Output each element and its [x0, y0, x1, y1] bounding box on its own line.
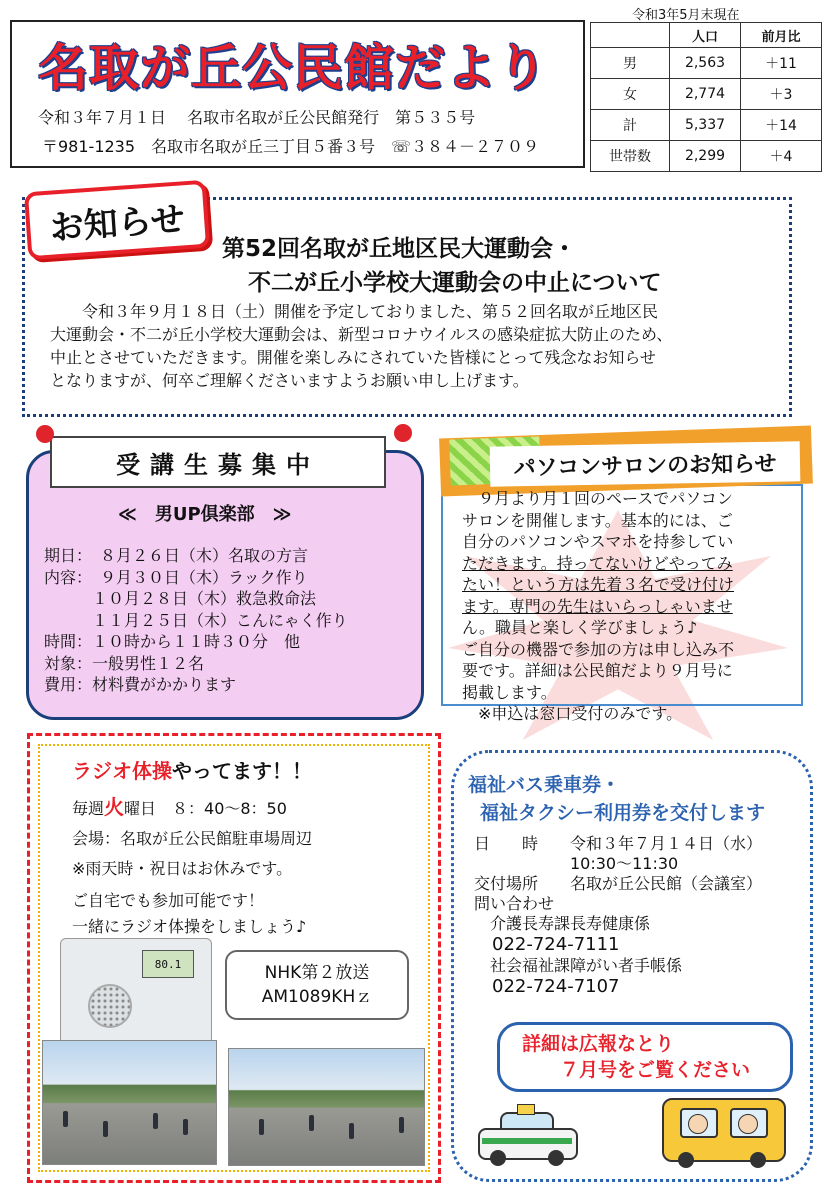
notice-line: となりますが、何卒ご理解くださいますようお願い申し上げます。: [50, 371, 529, 390]
welfare-details: [474, 834, 762, 998]
person-figure: [309, 1115, 314, 1131]
pc-line: ご自分の機器で参加の方は申し込み不: [462, 639, 735, 659]
wheel-icon: [750, 1152, 766, 1168]
row-change: ＋3: [741, 79, 822, 110]
schedule-prefix: 毎週: [72, 799, 105, 818]
course-line: 期日： ８月２６日（木）名取の方言: [44, 546, 309, 565]
radio-title-rest: やってます！！: [172, 759, 312, 783]
table-row: [591, 141, 822, 172]
course-line: 費用：材料費がかかります: [44, 675, 237, 694]
welfare-line: 交付場所 名取が丘公民館（会議室）: [474, 874, 763, 893]
person-figure: [259, 1119, 264, 1135]
notice-heading-line-2: 不二が丘小学校大運動会の中止について: [248, 270, 662, 296]
taxi-sign-icon: [517, 1104, 535, 1115]
notice-line: 令和３年９月１８日（土）開催を予定しておりました、第５２回名取が丘地区民: [82, 302, 659, 321]
radio-schedule: [72, 792, 312, 824]
station-bubble: [225, 950, 409, 1020]
issue-info: 令和３年７月１日 名取市名取が丘公民館発行 第５３５号: [38, 108, 476, 127]
pc-line: ９月より月１回のペースでパソコン: [462, 489, 733, 508]
pc-line: たい！という方は先着３名で受け付け: [462, 575, 735, 594]
pc-line: サロンを開催します。基本的には、ご: [462, 510, 733, 530]
course-line: １０月２８日（木）救急救命法: [44, 589, 317, 608]
row-change: ＋4: [741, 141, 822, 172]
row-change: ＋11: [741, 48, 822, 79]
wheel-icon: [490, 1150, 506, 1166]
welfare-line: 日 時 令和３年７月１４日（水）: [474, 834, 763, 853]
table-row: [591, 79, 822, 110]
course-line: 時間：１０時から１１時３０分 他: [44, 632, 301, 651]
welfare-heading-1: 福祉バス乗車券・: [468, 774, 621, 796]
course-details: [44, 545, 348, 696]
welfare-line: 022-724-7111: [474, 934, 620, 955]
pc-line: 要です。詳細は公民館だより９月号に: [462, 661, 733, 680]
speaker-icon: [88, 984, 132, 1028]
radio-note: ※雨天時・祝日はお休みです。: [72, 859, 293, 878]
pc-salon-body: [462, 488, 792, 725]
row-population: 2,299: [670, 141, 741, 172]
table-header-blank: [591, 23, 670, 48]
person-figure: [183, 1119, 188, 1135]
course-line: 内容： ９月３０日（木）ラック作り: [44, 567, 308, 587]
row-population: 2,774: [670, 79, 741, 110]
welfare-line: 022-724-7107: [474, 976, 620, 997]
table-header-population: 人口: [670, 23, 741, 48]
notice-heading-line-1: 第52回名取が丘地区民大運動会・: [222, 236, 577, 262]
detail-line-1: 詳細は広報なとり: [522, 1033, 675, 1055]
table-header-change: 前月比: [741, 23, 822, 48]
person-figure: [63, 1111, 68, 1127]
pc-salon-title: パソコンサロンのお知らせ: [490, 441, 801, 486]
welfare-line: 社会福祉課障がい者手帳係: [474, 956, 683, 975]
taxi-stripe: [482, 1138, 572, 1144]
table-row: [591, 110, 822, 141]
newsletter-title: 名取が丘公民館だより: [38, 39, 548, 97]
pushpin-icon: [394, 424, 412, 442]
row-change: ＋14: [741, 110, 822, 141]
course-line: １１月２５日（木）こんにゃく作り: [44, 610, 348, 630]
pc-line: ただきます。持ってないけどやってみ: [462, 553, 733, 573]
radio-venue: 会場：名取が丘公民館駐車場周辺: [72, 829, 313, 848]
notice-line: 中止とさせていただきます。開催を楽しみにされていた皆様にとって残念なお知らせ: [50, 348, 656, 367]
station-name: NHK第２放送: [264, 963, 370, 983]
row-label: 男: [591, 48, 670, 79]
pushpin-icon: [36, 425, 54, 443]
welfare-line: 問い合わせ: [474, 894, 555, 913]
radio-details: [72, 792, 312, 940]
address-info: 〒981-1235 名取市名取が丘三丁目５番３号 ☏３８４－２７０９: [42, 137, 540, 156]
notice-body: [50, 300, 780, 392]
passenger-face-icon: [688, 1114, 708, 1134]
pc-line: 自分のパソコンやスマホを持参してい: [462, 532, 734, 551]
row-label: 計: [591, 110, 670, 141]
notice-badge: お知らせ: [24, 180, 210, 261]
table-row: [591, 48, 822, 79]
radio-title-red: ラジオ体操: [72, 759, 172, 783]
radio-title: [72, 755, 312, 784]
person-figure: [349, 1123, 354, 1139]
radio-display: 80.1: [142, 950, 194, 978]
row-label: 女: [591, 79, 670, 110]
exercise-photo: [228, 1048, 425, 1166]
row-label: 世帯数: [591, 141, 670, 172]
course-tab-title: 受講生募集中: [50, 436, 386, 488]
radio-invite-2: 一緒にラジオ体操をしましょう♪: [72, 917, 307, 936]
population-table: [590, 22, 822, 172]
welfare-line: 介護長寿課長寿健康係: [474, 914, 651, 933]
schedule-day: 火: [104, 795, 125, 819]
detail-line-2: ７月号をご覧ください: [522, 1059, 751, 1081]
schedule-time: 曜日 ８：40～8：50: [124, 799, 287, 818]
table-header-row: [591, 23, 822, 48]
person-figure: [153, 1113, 158, 1129]
passenger-face-icon: [738, 1114, 758, 1134]
welfare-line: 10:30～11:30: [474, 854, 679, 873]
pc-line: ※申込は窓口受付のみです。: [462, 704, 683, 723]
station-frequency: AM1089KHｚ: [261, 987, 373, 1007]
pc-line: ます。専門の先生はいらっしゃいませ: [462, 596, 733, 616]
course-subtitle: ≪ 男UP倶楽部 ≫: [118, 504, 292, 525]
row-population: 2,563: [670, 48, 741, 79]
person-figure: [103, 1121, 108, 1137]
exercise-photo: [42, 1040, 217, 1165]
row-population: 5,337: [670, 110, 741, 141]
welfare-heading-2: 福祉タクシー利用券を交付します: [480, 802, 766, 824]
notice-line: 大運動会・不二が丘小学校大運動会は、新型コロナウイルスの感染症拡大防止のため、: [50, 325, 673, 344]
wheel-icon: [548, 1150, 564, 1166]
radio-invite-1: ご自宅でも参加可能です！: [72, 891, 265, 910]
wheel-icon: [678, 1152, 694, 1168]
pc-line: 掲載します。: [462, 682, 557, 702]
pc-line: ん。職員と楽しく学びましょう♪: [462, 618, 698, 637]
course-line: 対象：一般男性１２名: [44, 653, 205, 673]
population-as-of: 令和3年5月末現在: [632, 8, 740, 23]
person-figure: [399, 1117, 404, 1133]
welfare-detail-callout: [497, 1022, 793, 1092]
